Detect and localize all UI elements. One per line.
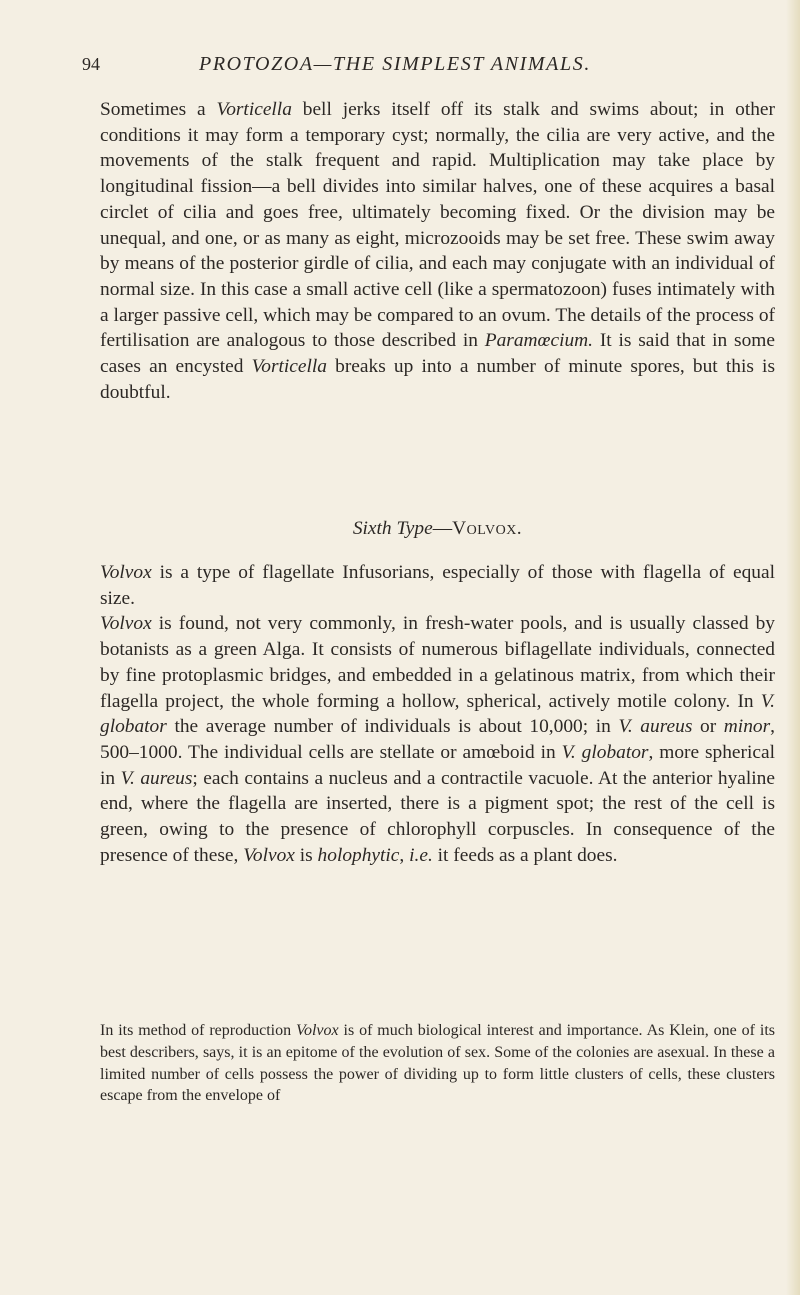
text-run: It is said that in some cases an encysted xyxy=(100,330,775,378)
italic-term: V. aureus xyxy=(618,716,693,738)
paragraph xyxy=(100,97,775,405)
text-run: , 500–1000. The individual cells are stellate or amœboid in xyxy=(100,716,775,763)
running-title: PROTOZOA—THE SIMPLEST ANIMALS. xyxy=(199,53,591,75)
italic-term: Volvox xyxy=(100,562,152,583)
vorticella-paragraph xyxy=(100,97,775,405)
paragraph xyxy=(100,560,775,611)
text-run: breaks up into a number of minute spores, but this is doubtful. xyxy=(100,356,775,403)
page-number: 94 xyxy=(82,54,100,74)
italic-term: minor xyxy=(723,716,771,738)
italic-term: Volvox xyxy=(243,844,295,866)
section-label: Sixth Type xyxy=(352,518,433,539)
page-edge-shadow xyxy=(786,0,800,1295)
section-dash: — xyxy=(432,518,453,539)
text-run: is a type of flagellate Infusorians, especially of those with flagella of equal size. xyxy=(100,562,775,609)
text-run: ; each contains a nucleus and a contractile vacuole. At the anterior hyaline end, where the flagella are inserted, there is a pigment spot; the rest of the cell is green, owing to the presence of chlorophyll corpuscles. In consequence of the presence of these, xyxy=(100,767,775,866)
text-run: is xyxy=(294,844,318,866)
italic-term: V. globator xyxy=(561,741,649,763)
italic-term: Volvox xyxy=(295,1022,339,1039)
small-print-paragraph xyxy=(100,1020,775,1107)
text-run: bell jerks itself off its stalk and swims about; in other conditions it may form a temporary cyst; normally, the cilia are very active, and the movements of the stalk frequent and rapid. Multiplication may take place by longitudinal fission—a bell divides into similar halves, one of these acquires a basal circlet of cilia and goes free, ultimately becoming fixed. Or the division may be unequal, and one, or as many as eight, microzooids may be set free. These swim away by means of the posterior girdle of cilia, and each may conjugate with an individual of normal size. In this case a small active cell (like a spermatozoon) fuses intimately with a larger passive cell, which may be compared to an ovum. The details of the process of fertilisation are analogous to those described in xyxy=(100,99,775,352)
text-run: , more spherical in xyxy=(100,741,775,789)
page-header xyxy=(82,49,742,79)
text-run: is of much biological interest and importance. As Klein, one of its best describers, says, it is an epitome of the evolution of sex. Some of the colonies are asexual. In these a limited number of cells possess the power of dividing up to form little clusters of cells, these clusters escape from the envelope of xyxy=(100,1022,775,1105)
section-title: Volvox. xyxy=(452,518,523,539)
paragraph xyxy=(100,1020,775,1107)
italic-term: Vorticella xyxy=(251,356,327,378)
italic-term: holophytic xyxy=(317,844,400,866)
italic-term: Volvox xyxy=(100,613,152,635)
section-heading xyxy=(100,516,775,542)
italic-term: Vorticella xyxy=(216,99,292,120)
text-run: Sometimes a xyxy=(100,99,217,120)
text-run: or xyxy=(692,716,724,738)
text-run: In its method of reproduction xyxy=(100,1022,296,1039)
italic-term: Paramœcium. xyxy=(484,330,594,352)
italic-term: i.e. xyxy=(409,844,433,866)
text-run: , xyxy=(399,844,410,866)
text-run: it feeds as a plant does. xyxy=(432,844,618,866)
italic-term: V. globator xyxy=(100,690,775,738)
italic-term: V. aureus xyxy=(120,767,193,789)
paragraph xyxy=(100,611,775,868)
volvox-text xyxy=(100,560,775,868)
text-run: is found, not very commonly, in fresh-water pools, and is usually classed by botanists as a green Alga. It consists of numerous biflagellate individuals, connected by fine protoplasmic bridges, and embedded in a gelatinous matrix, from which their flagella project, the whole forming a hollow, spherical, actively motile colony. In xyxy=(100,613,775,712)
text-run: the average number of individuals is about 10,000; in xyxy=(166,716,619,738)
